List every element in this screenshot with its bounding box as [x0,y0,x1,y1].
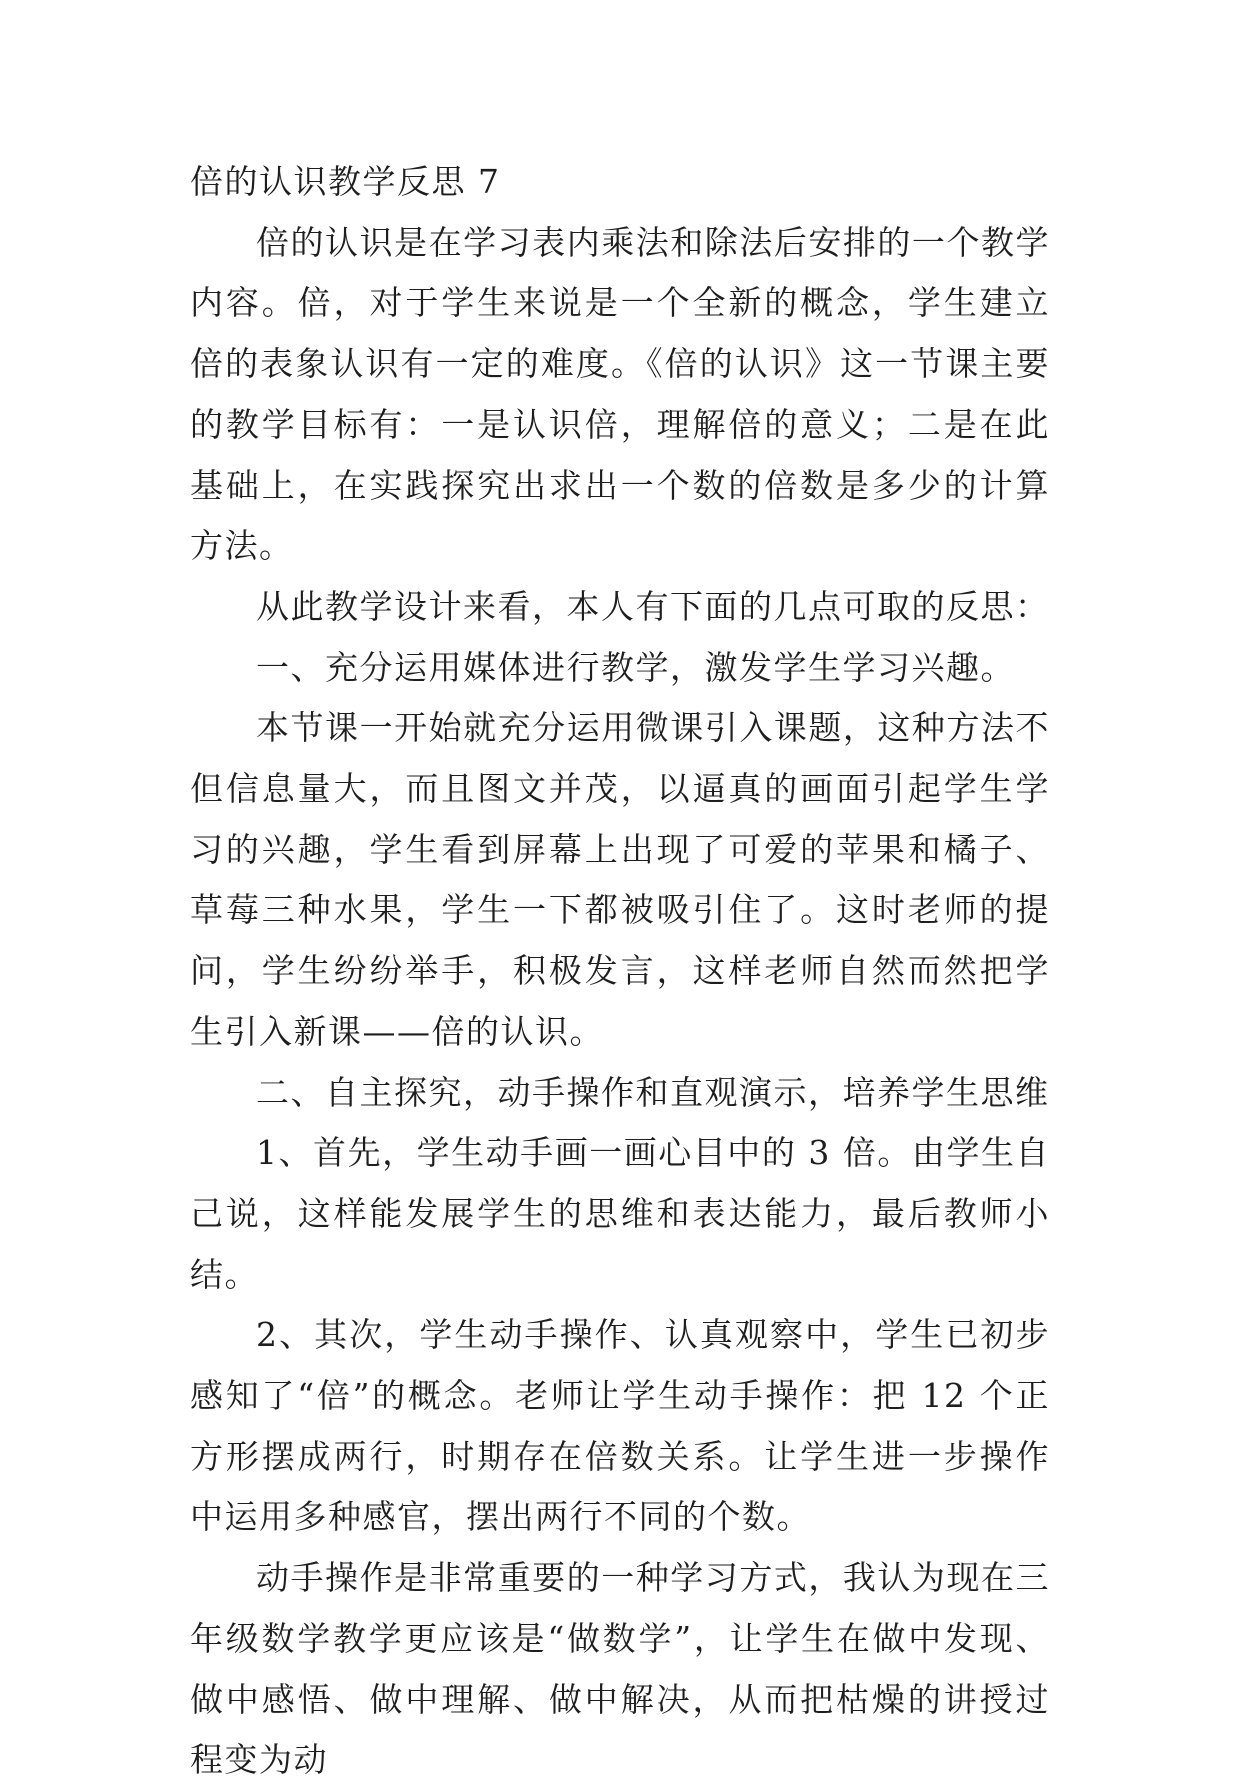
paragraph-intro: 倍的认识是在学习表内乘法和除法后安排的一个教学内容。倍，对于学生来说是一个全新的概念，学生建立倍的表象认识有一定的难度。《倍的认识》这一节课主要的教学目标有：一是认识倍，理解倍的意义；二是在此基础上，在实践探究出求出一个数的倍数是多少的计算方法。 [190,222,1050,566]
paragraph-reflection-lead: 从此教学设计来看，本人有下面的几点可取的反思： [256,586,1050,626]
section-heading-exploration: 二、自主探究，动手操作和直观演示，培养学生思维 [256,1072,1050,1112]
document-title: 倍的认识教学反思 7 [190,162,501,201]
document-body [190,152,1050,1791]
paragraph-hands-on: 动手操作是非常重要的一种学习方式，我认为现在三年级数学教学更应该是“做数学”，让学生在做中发现、做中感悟、做中理解、做中解决，从而把枯燥的讲授过程变为动 [190,1558,1050,1780]
paragraph-step-1: 1、首先，学生动手画一画心目中的 3 倍。由学生自己说，这样能发展学生的思维和表达能力，最后教师小结。 [190,1133,1050,1294]
section-heading-media: 一、充分运用媒体进行教学，激发学生学习兴趣。 [256,647,1015,687]
paragraph-step-2: 2、其次，学生动手操作、认真观察中，学生已初步感知了“倍”的概念。老师让学生动手操作：把 12 个正方形摆成两行，时期存在倍数关系。让学生进一步操作中运用多种感官，摆出两行不同的个数。 [190,1315,1050,1537]
paragraph-media: 本节课一开始就充分运用微课引入课题，这种方法不但信息量大，而且图文并茂，以逼真的画面引起学生学习的兴趣，学生看到屏幕上出现了可爱的苹果和橘子、草莓三种水果，学生一下都被吸引住了。这时老师的提问，学生纷纷举手，积极发言，这样老师自然而然把学生引入新课——倍的认识。 [190,708,1050,1051]
